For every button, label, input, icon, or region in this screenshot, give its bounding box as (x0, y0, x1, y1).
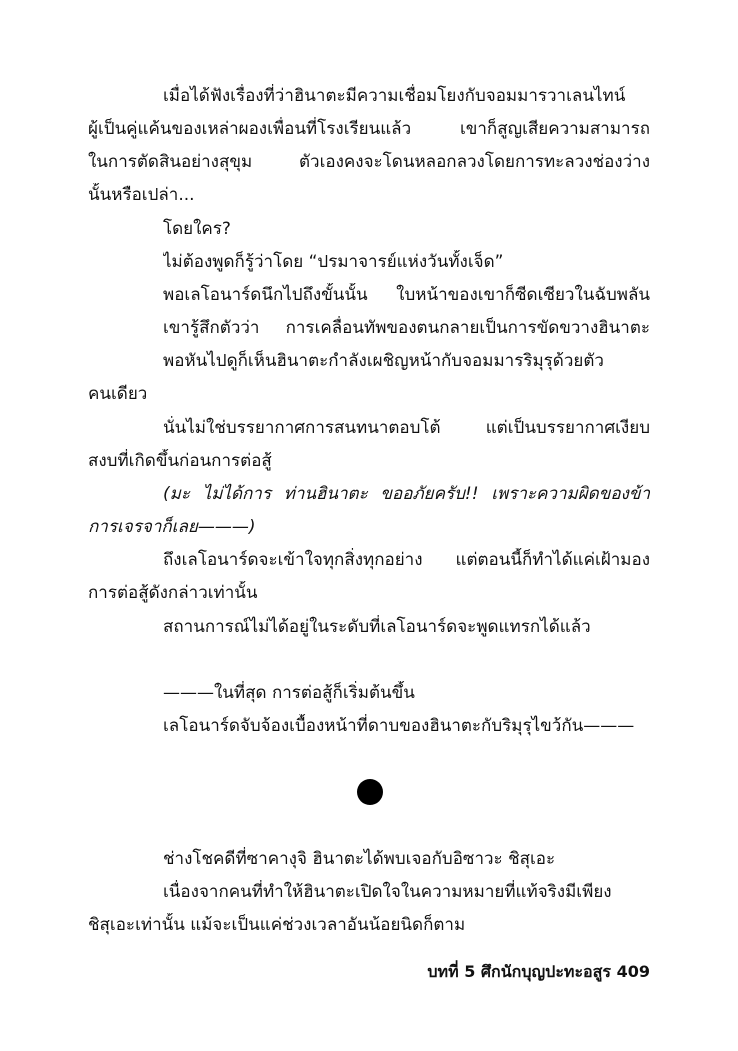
section-break-dot (357, 779, 383, 805)
paragraph-1-line-1: เมื่อได้ฟังเรื่องที่ว่าฮินาตะมีความเชื่อมโยงกับจอมมารวาเลนไทน์ (163, 86, 626, 106)
paragraph-13: ช่างโชคดีที่ซาคางุจิ ฮินาตะได้พบเจอกับอิซาวะ ชิสุเอะ (163, 849, 556, 869)
paragraph-7-line-1: นั่นไม่ใช่บรรยากาศการสนทนาตอบโต้ แต่เป็นบรรยากาศเงียบ (163, 418, 650, 438)
paragraph-12: เลโอนาร์ดจับจ้องเบื้องหน้าที่ดาบของฮินาตะกับริมุรุไขว้กัน——— (163, 716, 635, 736)
paragraph-1-line-2: ผู้เป็นคู่แค้นของเหล่าผองเพื่อนที่โรงเรียนแล้ว เขาก็สูญเสียความสามารถ (88, 119, 650, 139)
chapter-title: บทที่ 5 ศึกนักบุญปะทะอสูร (427, 962, 612, 981)
paragraph-5: เขารู้สึกตัวว่า การเคลื่อนทัพของตนกลายเป็นการขัดขวางฮินาตะ (163, 318, 650, 338)
paragraph-6-line-1: พอหันไปดูก็เห็นฮินาตะกำลังเผชิญหน้ากับจอมมารริมุรุด้วยตัว (163, 351, 604, 371)
paragraph-8-line-2: การเจรจาก็เลย———) (88, 517, 256, 537)
page-footer (427, 961, 650, 983)
paragraph-2: โดยใคร? (163, 219, 231, 239)
paragraph-1-line-3: ในการตัดสินอย่างสุขุม ตัวเองคงจะโดนหลอกลวงโดยการทะลวงช่องว่าง (88, 152, 650, 172)
paragraph-11: ———ในที่สุด การต่อสู้ก็เริ่มต้นขึ้น (163, 683, 415, 703)
paragraph-9-line-1: ถึงเลโอนาร์ดจะเข้าใจทุกสิ่งทุกอย่าง แต่ตอนนี้ก็ทำได้แค่เฝ้ามอง (163, 550, 650, 570)
paragraph-7-line-2: สงบที่เกิดขึ้นก่อนการต่อสู้ (88, 451, 272, 471)
paragraph-3: ไม่ต้องพูดก็รู้ว่าโดย “ปรมาจารย์แห่งวันทั้งเจ็ด” (163, 252, 504, 272)
paragraph-4: พอเลโอนาร์ดนึกไปถึงขั้นนั้น ใบหน้าของเขาก็ซีดเซียวในฉับพลัน (163, 285, 650, 305)
paragraph-8-line-1: (มะ ไม่ได้การ ท่านฮินาตะ ขออภัยครับ!! เพราะความผิดของข้า (163, 484, 650, 504)
paragraph-1-line-4: นั้นหรือเปล่า... (88, 185, 195, 205)
paragraph-14-line-2: ชิสุเอะเท่านั้น แม้จะเป็นแค่ช่วงเวลาอันน้อยนิดก็ตาม (88, 915, 466, 935)
paragraph-10: สถานการณ์ไม่ได้อยู่ในระดับที่เลโอนาร์ดจะพูดแทรกได้แล้ว (163, 617, 591, 637)
paragraph-14-line-1: เนื่องจากคนที่ทำให้ฮินาตะเปิดใจในความหมายที่แท้จริงมีเพียง (163, 882, 612, 902)
paragraph-9-line-2: การต่อสู้ดังกล่าวเท่านั้น (88, 583, 258, 603)
paragraph-6-line-2: คนเดียว (88, 384, 148, 404)
page-number: 409 (616, 962, 650, 981)
